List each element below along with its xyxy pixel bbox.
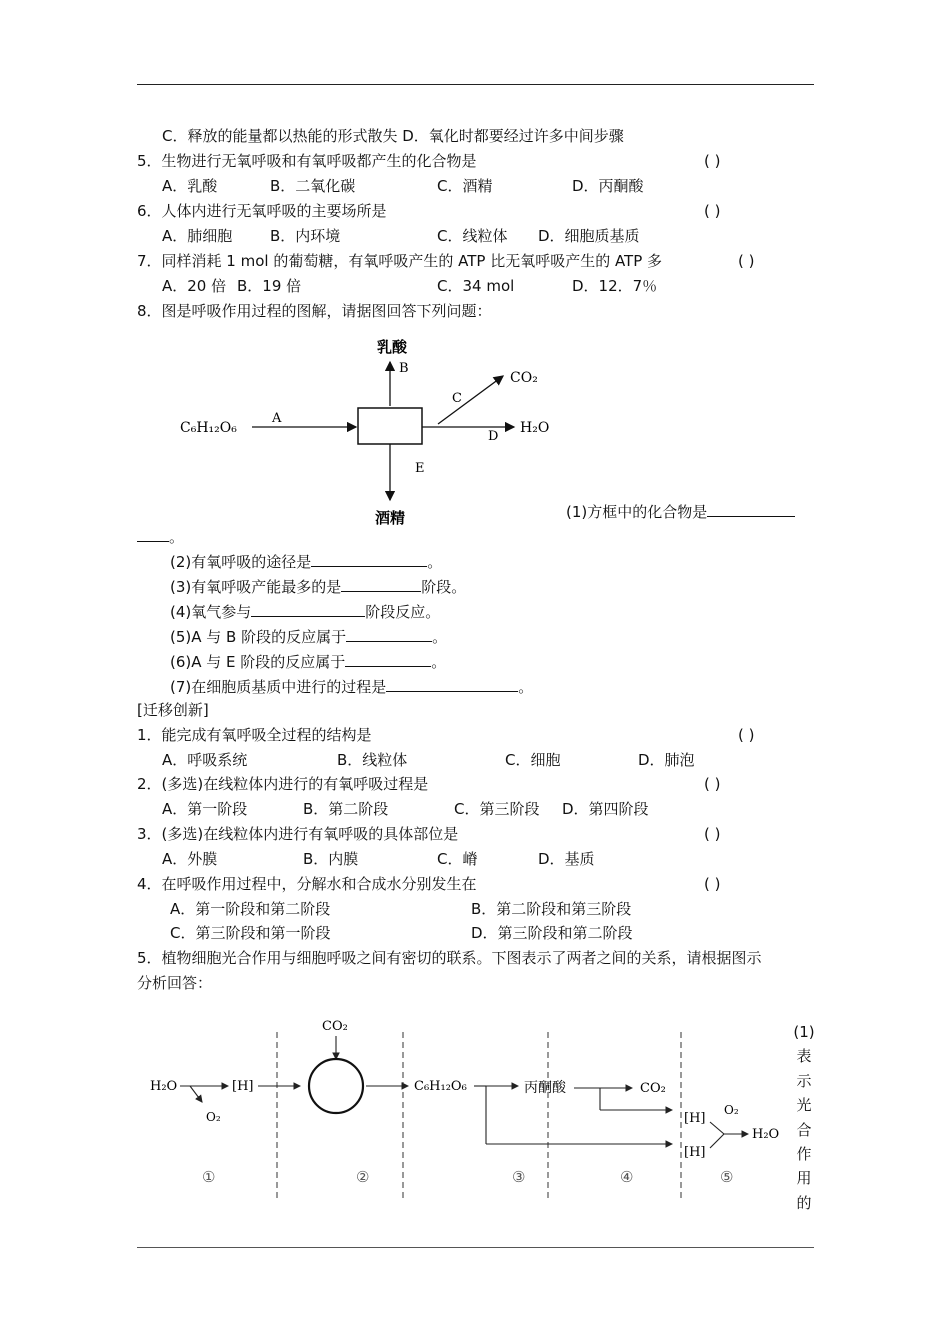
m5-side-char: 光 xyxy=(796,1096,812,1115)
q5-answer-paren: ( ) xyxy=(704,152,721,170)
m4-stem: 4．在呼吸作用过程中，分解水和合成水分别发生在 xyxy=(137,875,477,893)
q8-sub2-end: 。 xyxy=(427,553,443,571)
m3-option-c: C．嵴 xyxy=(437,850,478,868)
co2-label: CO₂ xyxy=(510,370,538,386)
q7-stem: 7．同样消耗 1 mol 的葡萄糖，有氧呼吸产生的 ATP 比无氧呼吸产生的 ATP 多 xyxy=(137,252,663,270)
q8-sub2-blank[interactable] xyxy=(311,550,427,567)
q8-sub4-blank[interactable] xyxy=(251,600,365,617)
join-lower xyxy=(710,1134,724,1148)
stage-label-5: ⑤ xyxy=(720,1168,734,1186)
q7-option-a: A．20 倍 xyxy=(162,277,227,295)
q8-sub3-text: (3)有氧呼吸产能最多的是 xyxy=(170,578,342,596)
h-lower-label: [H] xyxy=(684,1145,706,1160)
q6-option-d: D．细胞质基质 xyxy=(538,227,640,245)
q6-option-a: A．肺细胞 xyxy=(162,227,233,245)
calvin-cycle-circle xyxy=(309,1059,363,1113)
q8-sub4-end: 阶段反应。 xyxy=(365,603,441,621)
q5-option-a: A．乳酸 xyxy=(162,177,218,195)
o2-right-label: O₂ xyxy=(724,1103,739,1117)
q8-sub2 xyxy=(170,550,442,570)
header-rule xyxy=(137,84,814,85)
label-b: B xyxy=(399,361,409,376)
respiration-diagram xyxy=(170,330,570,530)
m2-option-b: B．第二阶段 xyxy=(303,800,389,818)
m3-option-d: D．基质 xyxy=(538,850,595,868)
m5-side-char: 作 xyxy=(796,1145,812,1164)
q6-answer-paren: ( ) xyxy=(704,202,721,220)
q5-option-d: D．丙酮酸 xyxy=(572,177,644,195)
q8-sub6-text: (6)A 与 E 阶段的反应属于 xyxy=(170,653,346,671)
q8-sub7-text: (7)在细胞质基质中进行的过程是 xyxy=(170,678,387,696)
q8-sub4 xyxy=(170,600,440,620)
m2-answer-paren: ( ) xyxy=(704,775,721,793)
m2-option-c: C．第三阶段 xyxy=(454,800,540,818)
m3-option-b: B．内膜 xyxy=(303,850,359,868)
central-box xyxy=(358,408,422,444)
q8-sub3 xyxy=(170,575,466,595)
co2-right-label: CO₂ xyxy=(640,1081,666,1096)
q7-option-b: B．19 倍 xyxy=(237,277,302,295)
q8-sub1 xyxy=(566,500,795,520)
label-d: D xyxy=(488,429,499,444)
photosynthesis-respiration-diagram xyxy=(140,1010,785,1205)
m5-side-number: (1) xyxy=(793,1023,815,1041)
q8-sub1-end: 。 xyxy=(169,528,185,546)
m2-option-a: A．第一阶段 xyxy=(162,800,248,818)
q8-sub5-text: (5)A 与 B 阶段的反应属于 xyxy=(170,628,347,646)
m3-stem: 3．(多选)在线粒体内进行有氧呼吸的具体部位是 xyxy=(137,825,459,843)
q5-option-c: C．酒精 xyxy=(437,177,493,195)
stage-label-3: ③ xyxy=(512,1168,526,1186)
m4-option-c: C．第三阶段和第一阶段 xyxy=(170,924,331,942)
m1-stem: 1．能完成有氧呼吸全过程的结构是 xyxy=(137,726,372,744)
q8-stem: 8．图是呼吸作用过程的图解，请据图回答下列问题： xyxy=(137,302,492,320)
arrow-o2-branch xyxy=(190,1086,202,1102)
m5-side-char: 示 xyxy=(796,1071,812,1090)
q8-sub6-blank[interactable] xyxy=(345,650,431,667)
label-e: E xyxy=(415,461,425,476)
label-c: C xyxy=(452,391,462,406)
stage-label-2: ② xyxy=(356,1168,370,1186)
q8-sub7-end: 。 xyxy=(518,678,534,696)
m5-side-char: 表 xyxy=(796,1047,812,1066)
m5-side-text xyxy=(793,1020,815,1215)
q5-stem: 5．生物进行无氧呼吸和有氧呼吸都产生的化合物是 xyxy=(137,152,477,170)
glucose-label: C₆H₁₂O₆ xyxy=(180,420,237,436)
m1-answer-paren: ( ) xyxy=(738,726,755,744)
m5-side-char: 合 xyxy=(796,1120,812,1139)
footer-rule xyxy=(137,1247,814,1248)
m3-answer-paren: ( ) xyxy=(704,825,721,843)
q8-sub5-end: 。 xyxy=(432,628,448,646)
q8-sub5 xyxy=(170,625,447,645)
m4-option-a: A．第一阶段和第二阶段 xyxy=(170,900,331,918)
m1-option-d: D．肺泡 xyxy=(638,751,695,769)
m4-option-b: B．第二阶段和第三阶段 xyxy=(471,900,632,918)
q6-option-c: C．线粒体 xyxy=(437,227,508,245)
alcohol-label: 酒精 xyxy=(374,509,406,527)
glucose-label-2: C₆H₁₂O₆ xyxy=(414,1079,467,1094)
m2-option-d: D．第四阶段 xyxy=(562,800,649,818)
q4-options-tail: C．释放的能量都以热能的形式散失 D．氧化时都要经过许多中间步骤 xyxy=(162,127,624,145)
q5-option-b: B．二氧化碳 xyxy=(270,177,356,195)
arrow-c xyxy=(438,376,503,424)
h2o-right-label: H₂O xyxy=(752,1127,780,1142)
h-left-label: [H] xyxy=(232,1079,254,1094)
q8-sub7-blank[interactable] xyxy=(386,675,518,692)
q6-option-b: B．内环境 xyxy=(270,227,341,245)
m1-option-a: A．呼吸系统 xyxy=(162,751,248,769)
pyruvate-label: 丙酮酸 xyxy=(524,1080,566,1096)
stage-label-4: ④ xyxy=(620,1168,634,1186)
q8-sub6 xyxy=(170,650,446,670)
h2o-label: H₂O xyxy=(520,420,550,436)
m5-side-char: 的 xyxy=(796,1193,812,1212)
join-upper xyxy=(710,1122,724,1134)
m4-option-d: D．第三阶段和第二阶段 xyxy=(471,924,633,942)
m3-option-a: A．外膜 xyxy=(162,850,218,868)
lactic-acid-label: 乳酸 xyxy=(376,338,408,356)
label-a: A xyxy=(272,411,282,426)
co2-top-label: CO₂ xyxy=(322,1019,348,1034)
q8-sub1-wrap xyxy=(137,525,184,545)
m1-option-c: C．细胞 xyxy=(505,751,561,769)
q8-sub1-text: (1)方框中的化合物是 xyxy=(566,503,708,521)
q7-option-d: D．12．7％ xyxy=(572,277,658,295)
q8-sub5-blank[interactable] xyxy=(346,625,432,642)
q8-sub2-text: (2)有氧呼吸的途径是 xyxy=(170,553,312,571)
m5-side-char: 用 xyxy=(796,1169,812,1188)
q8-sub7 xyxy=(170,675,533,695)
m2-stem: 2．(多选)在线粒体内进行的有氧呼吸过程是 xyxy=(137,775,429,793)
q7-option-c: C．34 mol xyxy=(437,277,515,295)
q8-sub3-end: 阶段。 xyxy=(421,578,467,596)
q7-answer-paren: ( ) xyxy=(738,252,755,270)
m1-option-b: B．线粒体 xyxy=(337,751,408,769)
q8-sub6-end: 。 xyxy=(431,653,447,671)
q8-sub4-text: (4)氧气参与 xyxy=(170,603,252,621)
q8-sub1-blank[interactable] xyxy=(707,500,795,517)
m4-answer-paren: ( ) xyxy=(704,875,721,893)
h2o-left-label: H₂O xyxy=(150,1079,178,1094)
o2-left-label: O₂ xyxy=(206,1110,221,1124)
q8-sub1-blank-cont[interactable] xyxy=(137,525,169,542)
h-upper-label: [H] xyxy=(684,1111,706,1126)
m5-stem-line1: 5．植物细胞光合作用与细胞呼吸之间有密切的联系。下图表示了两者之间的关系，请根据图示 xyxy=(137,949,762,967)
q6-stem: 6．人体内进行无氧呼吸的主要场所是 xyxy=(137,202,387,220)
q8-sub3-blank[interactable] xyxy=(341,575,421,592)
section-title: [迁移创新] xyxy=(137,701,209,719)
stage-label-1: ① xyxy=(202,1168,216,1186)
m5-stem-line2: 分析回答： xyxy=(137,974,213,992)
